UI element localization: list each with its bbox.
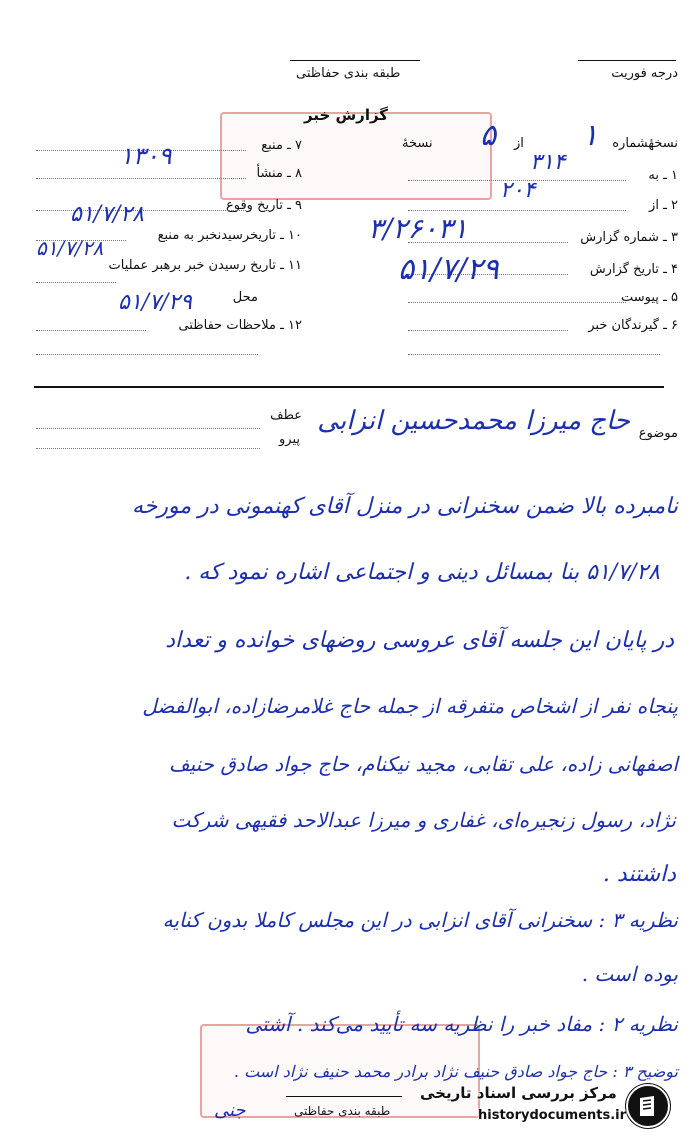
field-source-value: ۱۳۰۹ [120, 142, 172, 170]
archive-logo-icon [626, 1084, 670, 1128]
field-from-line [408, 210, 626, 211]
body-line-8: نظریه ۳ : سخنرانی آقای انزابی در این مجلس کاملا بدون کنایه [162, 908, 678, 932]
bottom-classification-rule [286, 1096, 402, 1097]
field-report-date-label: ۴ ـ تاریخ گزارش [589, 262, 678, 277]
bottom-note-2: جنی [214, 1100, 246, 1121]
field-recipients-line-2 [408, 354, 660, 355]
peyro-line [36, 448, 260, 449]
bottom-note-1: توضیح ۳ : حاج جواد صادق حنیف نژاد برادر محمد حنیف نژاد است . [233, 1062, 678, 1081]
body-line-3: در پایان این جلسه آقای عروسی روضهای خوانده و تعداد [165, 628, 674, 653]
body-line-9: بوده است . [581, 962, 678, 986]
field-place-label: محل [232, 290, 258, 305]
copy-number-hand: ۱ [582, 118, 599, 153]
peyro-label: پیرو [279, 432, 300, 447]
field-source-received-value: ۵۱/۷/۲۸ [36, 236, 104, 260]
urgency-underline [578, 60, 676, 61]
field-attachment-line [408, 302, 626, 303]
classification-label-top: طبقه بندی حفاظتی [296, 66, 401, 81]
field-to-value: ۳۱۴ [530, 150, 566, 175]
field-report-number-label: ۳ ـ شماره گزارش [580, 230, 678, 245]
body-line-7: داشتند . [602, 862, 676, 887]
field-source-label: ۷ ـ منبع [261, 138, 302, 153]
field-report-number-value: ۳/۲۶۰۳۱ [368, 212, 468, 245]
field-security-notes-line-2 [36, 354, 258, 355]
field-origin-line [36, 178, 246, 179]
field-from-value: ۲۰۴ [500, 178, 536, 203]
field-attachment-label: ۵ ـ پیوست [621, 290, 678, 305]
watermark-title: مرکز بررسی اسناد تاریخی [420, 1084, 617, 1102]
field-security-notes-line [36, 330, 146, 331]
header-separator [34, 386, 664, 388]
field-event-date-label: ۹ ـ تاریخ وقوع [225, 198, 302, 213]
red-stamp-top [220, 112, 492, 200]
atf-label: عطف [270, 408, 302, 423]
field-source-received-label: ۱۰ ـ تاریخرسیدنخبر به منبع [157, 228, 302, 243]
body-line-5: اصفهانی زاده، علی تقابی، مجید نیکنام، حاج جواد صادق حنیف [168, 752, 678, 776]
copy-word: نسخهٔ [402, 136, 433, 151]
body-line-4: پنجاه نفر از اشخاص متفرقه از جمله حاج غلامرضازاده، ابوالفضل [142, 694, 678, 718]
body-line-10: نظریه ۲ : مفاد خبر را نظریه سه تأیید می‌کند . آشتی [245, 1012, 678, 1036]
watermark-url: historydocuments.ir [478, 1108, 627, 1123]
field-recipients-label: ۶ ـ گیرندگان خبر [588, 318, 678, 333]
classification-underline [290, 60, 420, 61]
field-ops-received-label: ۱۱ ـ تاریخ رسیدن خبر برهبر عملیات [108, 258, 302, 273]
body-line-2: ۵۱/۷/۲۸ بنا بمسائل دینی و اجتماعی اشاره نمود که . [184, 560, 660, 585]
field-event-date-value: ۵۱/۷/۲۸ [70, 202, 144, 227]
field-report-date-value: ۵۱/۷/۲۹ [398, 252, 499, 287]
field-security-notes-label: ۱۲ ـ ملاحظات حفاظتی [178, 318, 302, 333]
total-copies-hand: ۵ [480, 118, 497, 153]
field-place-value: ۵۱/۷/۲۹ [118, 290, 192, 315]
field-to-label: ۱ ـ به [648, 168, 678, 183]
field-from-label: ۲ ـ از [649, 198, 678, 213]
subject-label: موضوع [638, 426, 678, 441]
subject-hand: حاج میرزا محمدحسین انزابی [317, 406, 630, 436]
body-line-6: نژاد، رسول زنجیره‌ای، غفاری و میرزا عبدالاحد فقیهی شرکت [171, 808, 676, 832]
atf-line [36, 428, 260, 429]
of-label: از [514, 136, 524, 151]
body-line-1: نامبرده بالا ضمن سخنرانی در منزل آقای کهنمونی در مورخه [131, 494, 678, 519]
field-recipients-line [408, 330, 568, 331]
field-origin-label: ۸ ـ منشأ [256, 166, 302, 181]
classification-label-bottom: طبقه بندی حفاظتی [294, 1104, 391, 1118]
urgency-label: درجه فوریت [611, 66, 678, 81]
report-title: گزارش خبر [304, 106, 389, 124]
copy-number-label: نسخهٔشماره [612, 136, 678, 151]
field-ops-received-line [36, 282, 116, 283]
